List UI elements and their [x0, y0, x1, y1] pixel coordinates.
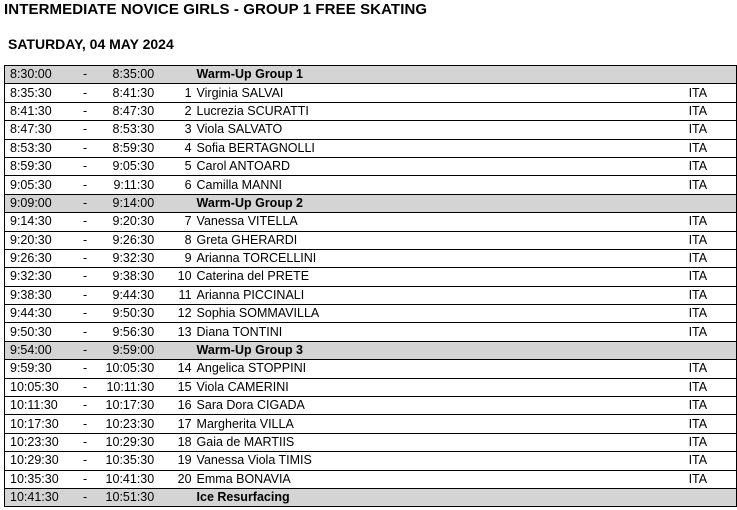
warmup-label: Warm-Up Group 3	[197, 341, 689, 359]
start-time: 10:23:30	[5, 433, 79, 451]
end-time: 9:38:30	[92, 268, 158, 286]
time-separator: -	[79, 415, 92, 433]
nation: ITA	[689, 452, 737, 470]
skater-row	[5, 470, 737, 488]
end-time: 9:50:30	[92, 305, 158, 323]
time-separator: -	[79, 84, 92, 102]
time-separator: -	[79, 360, 92, 378]
nation: ITA	[689, 249, 737, 267]
start-time: 8:35:30	[5, 84, 79, 102]
start-number: 10	[157, 268, 196, 286]
nation: ITA	[689, 176, 737, 194]
end-time: 10:35:30	[92, 452, 158, 470]
start-time: 8:53:30	[5, 139, 79, 157]
skater-row	[5, 397, 737, 415]
time-separator: -	[79, 305, 92, 323]
skater-name: Vanessa Viola TIMIS	[197, 452, 689, 470]
skater-row	[5, 323, 737, 341]
start-time: 10:17:30	[5, 415, 79, 433]
time-separator: -	[79, 378, 92, 396]
end-time: 9:11:30	[92, 176, 158, 194]
time-separator: -	[79, 176, 92, 194]
nation	[689, 341, 737, 359]
skater-name: Arianna TORCELLINI	[197, 249, 689, 267]
end-time: 9:44:30	[92, 286, 158, 304]
warmup-label: Warm-Up Group 2	[197, 194, 689, 212]
start-time: 9:26:30	[5, 249, 79, 267]
start-time: 10:41:30	[5, 488, 79, 506]
skater-name: Arianna PICCINALI	[197, 286, 689, 304]
start-time: 10:35:30	[5, 470, 79, 488]
time-separator: -	[79, 470, 92, 488]
skater-row	[5, 213, 737, 231]
time-separator: -	[79, 323, 92, 341]
start-number: 1	[157, 84, 196, 102]
end-time: 8:59:30	[92, 139, 158, 157]
page-title: INTERMEDIATE NOVICE GIRLS - GROUP 1 FREE SKATING	[4, 1, 428, 18]
start-number	[157, 341, 196, 359]
start-time: 9:59:30	[5, 360, 79, 378]
start-number: 11	[157, 286, 196, 304]
warmup-row	[5, 194, 737, 212]
nation	[689, 194, 737, 212]
time-separator: -	[79, 341, 92, 359]
start-number: 12	[157, 305, 196, 323]
skater-name: Carol ANTOARD	[197, 157, 689, 175]
start-number: 14	[157, 360, 196, 378]
time-separator: -	[79, 452, 92, 470]
skater-name: Camilla MANNI	[197, 176, 689, 194]
start-number	[157, 66, 196, 84]
time-separator: -	[79, 194, 92, 212]
nation: ITA	[689, 378, 737, 396]
skater-row	[5, 305, 737, 323]
skater-row	[5, 433, 737, 451]
end-time: 10:29:30	[92, 433, 158, 451]
nation: ITA	[689, 433, 737, 451]
skater-row	[5, 231, 737, 249]
start-number: 20	[157, 470, 196, 488]
end-time: 9:26:30	[92, 231, 158, 249]
time-separator: -	[79, 488, 92, 506]
start-time: 9:14:30	[5, 213, 79, 231]
skater-name: Viola SALVATO	[197, 121, 689, 139]
start-time: 9:44:30	[5, 305, 79, 323]
warmup-row	[5, 341, 737, 359]
nation	[689, 488, 737, 506]
start-time: 9:38:30	[5, 286, 79, 304]
nation: ITA	[689, 268, 737, 286]
start-number: 5	[157, 157, 196, 175]
nation: ITA	[689, 470, 737, 488]
end-time: 9:14:00	[92, 194, 158, 212]
nation: ITA	[689, 84, 737, 102]
time-separator: -	[79, 231, 92, 249]
end-time: 10:17:30	[92, 397, 158, 415]
warmup-label: Warm-Up Group 1	[197, 66, 689, 84]
nation: ITA	[689, 231, 737, 249]
skater-name: Gaia de MARTIIS	[197, 433, 689, 451]
end-time: 10:11:30	[92, 378, 158, 396]
start-number: 8	[157, 231, 196, 249]
nation: ITA	[689, 213, 737, 231]
end-time: 10:05:30	[92, 360, 158, 378]
time-separator: -	[79, 397, 92, 415]
time-separator: -	[79, 139, 92, 157]
nation: ITA	[689, 121, 737, 139]
skater-name: Sophia SOMMAVILLA	[197, 305, 689, 323]
start-time: 9:50:30	[5, 323, 79, 341]
start-number	[157, 194, 196, 212]
skater-name: Emma BONAVIA	[197, 470, 689, 488]
end-time: 8:47:30	[92, 102, 158, 120]
start-time: 9:32:30	[5, 268, 79, 286]
time-separator: -	[79, 157, 92, 175]
start-time: 9:20:30	[5, 231, 79, 249]
skater-row	[5, 415, 737, 433]
end-time: 9:20:30	[92, 213, 158, 231]
skater-row	[5, 139, 737, 157]
skater-name: Sara Dora CIGADA	[197, 397, 689, 415]
start-number: 7	[157, 213, 196, 231]
time-separator: -	[79, 433, 92, 451]
warmup-label: Ice Resurfacing	[197, 488, 689, 506]
start-time: 10:11:30	[5, 397, 79, 415]
skater-name: Diana TONTINI	[197, 323, 689, 341]
end-time: 10:23:30	[92, 415, 158, 433]
start-number: 18	[157, 433, 196, 451]
start-number: 17	[157, 415, 196, 433]
warmup-row	[5, 66, 737, 84]
skater-row	[5, 268, 737, 286]
time-separator: -	[79, 286, 92, 304]
end-time: 9:32:30	[92, 249, 158, 267]
nation: ITA	[689, 397, 737, 415]
nation: ITA	[689, 286, 737, 304]
start-number: 3	[157, 121, 196, 139]
skater-name: Virginia SALVAI	[197, 84, 689, 102]
start-number: 4	[157, 139, 196, 157]
skater-name: Caterina del PRETE	[197, 268, 689, 286]
start-time: 9:05:30	[5, 176, 79, 194]
end-time: 8:35:00	[92, 66, 158, 84]
skater-name: Margherita VILLA	[197, 415, 689, 433]
end-time: 8:41:30	[92, 84, 158, 102]
nation	[689, 66, 737, 84]
start-number: 13	[157, 323, 196, 341]
time-separator: -	[79, 213, 92, 231]
skater-row	[5, 286, 737, 304]
skater-name: Sofia BERTAGNOLLI	[197, 139, 689, 157]
nation: ITA	[689, 305, 737, 323]
skater-row	[5, 121, 737, 139]
end-time: 10:51:30	[92, 488, 158, 506]
time-separator: -	[79, 268, 92, 286]
skater-row	[5, 102, 737, 120]
schedule-table	[4, 65, 737, 507]
start-time: 8:59:30	[5, 157, 79, 175]
skater-row	[5, 378, 737, 396]
nation: ITA	[689, 323, 737, 341]
nation: ITA	[689, 360, 737, 378]
nation: ITA	[689, 139, 737, 157]
skater-name: Viola CAMERINI	[197, 378, 689, 396]
end-time: 10:41:30	[92, 470, 158, 488]
nation: ITA	[689, 102, 737, 120]
time-separator: -	[79, 102, 92, 120]
nation: ITA	[689, 415, 737, 433]
skater-row	[5, 249, 737, 267]
start-number: 6	[157, 176, 196, 194]
warmup-row	[5, 488, 737, 506]
start-time: 8:47:30	[5, 121, 79, 139]
start-time: 8:30:00	[5, 66, 79, 84]
end-time: 9:56:30	[92, 323, 158, 341]
time-separator: -	[79, 66, 92, 84]
skater-row	[5, 360, 737, 378]
start-time: 9:09:00	[5, 194, 79, 212]
start-time: 8:41:30	[5, 102, 79, 120]
start-number: 2	[157, 102, 196, 120]
skater-name: Vanessa VITELLA	[197, 213, 689, 231]
time-separator: -	[79, 249, 92, 267]
start-number	[157, 488, 196, 506]
end-time: 8:53:30	[92, 121, 158, 139]
schedule-body	[5, 66, 737, 507]
end-time: 9:59:00	[92, 341, 158, 359]
skater-row	[5, 452, 737, 470]
skater-row	[5, 176, 737, 194]
start-number: 9	[157, 249, 196, 267]
start-time: 10:29:30	[5, 452, 79, 470]
start-number: 15	[157, 378, 196, 396]
start-time: 9:54:00	[5, 341, 79, 359]
end-time: 9:05:30	[92, 157, 158, 175]
skater-name: Greta GHERARDI	[197, 231, 689, 249]
start-number: 19	[157, 452, 196, 470]
start-time: 10:05:30	[5, 378, 79, 396]
schedule-date: SATURDAY, 04 MAY 2024	[8, 36, 174, 52]
skater-name: Lucrezia SCURATTI	[197, 102, 689, 120]
skater-name: Angelica STOPPINI	[197, 360, 689, 378]
skater-row	[5, 84, 737, 102]
nation: ITA	[689, 157, 737, 175]
start-number: 16	[157, 397, 196, 415]
skater-row	[5, 157, 737, 175]
time-separator: -	[79, 121, 92, 139]
